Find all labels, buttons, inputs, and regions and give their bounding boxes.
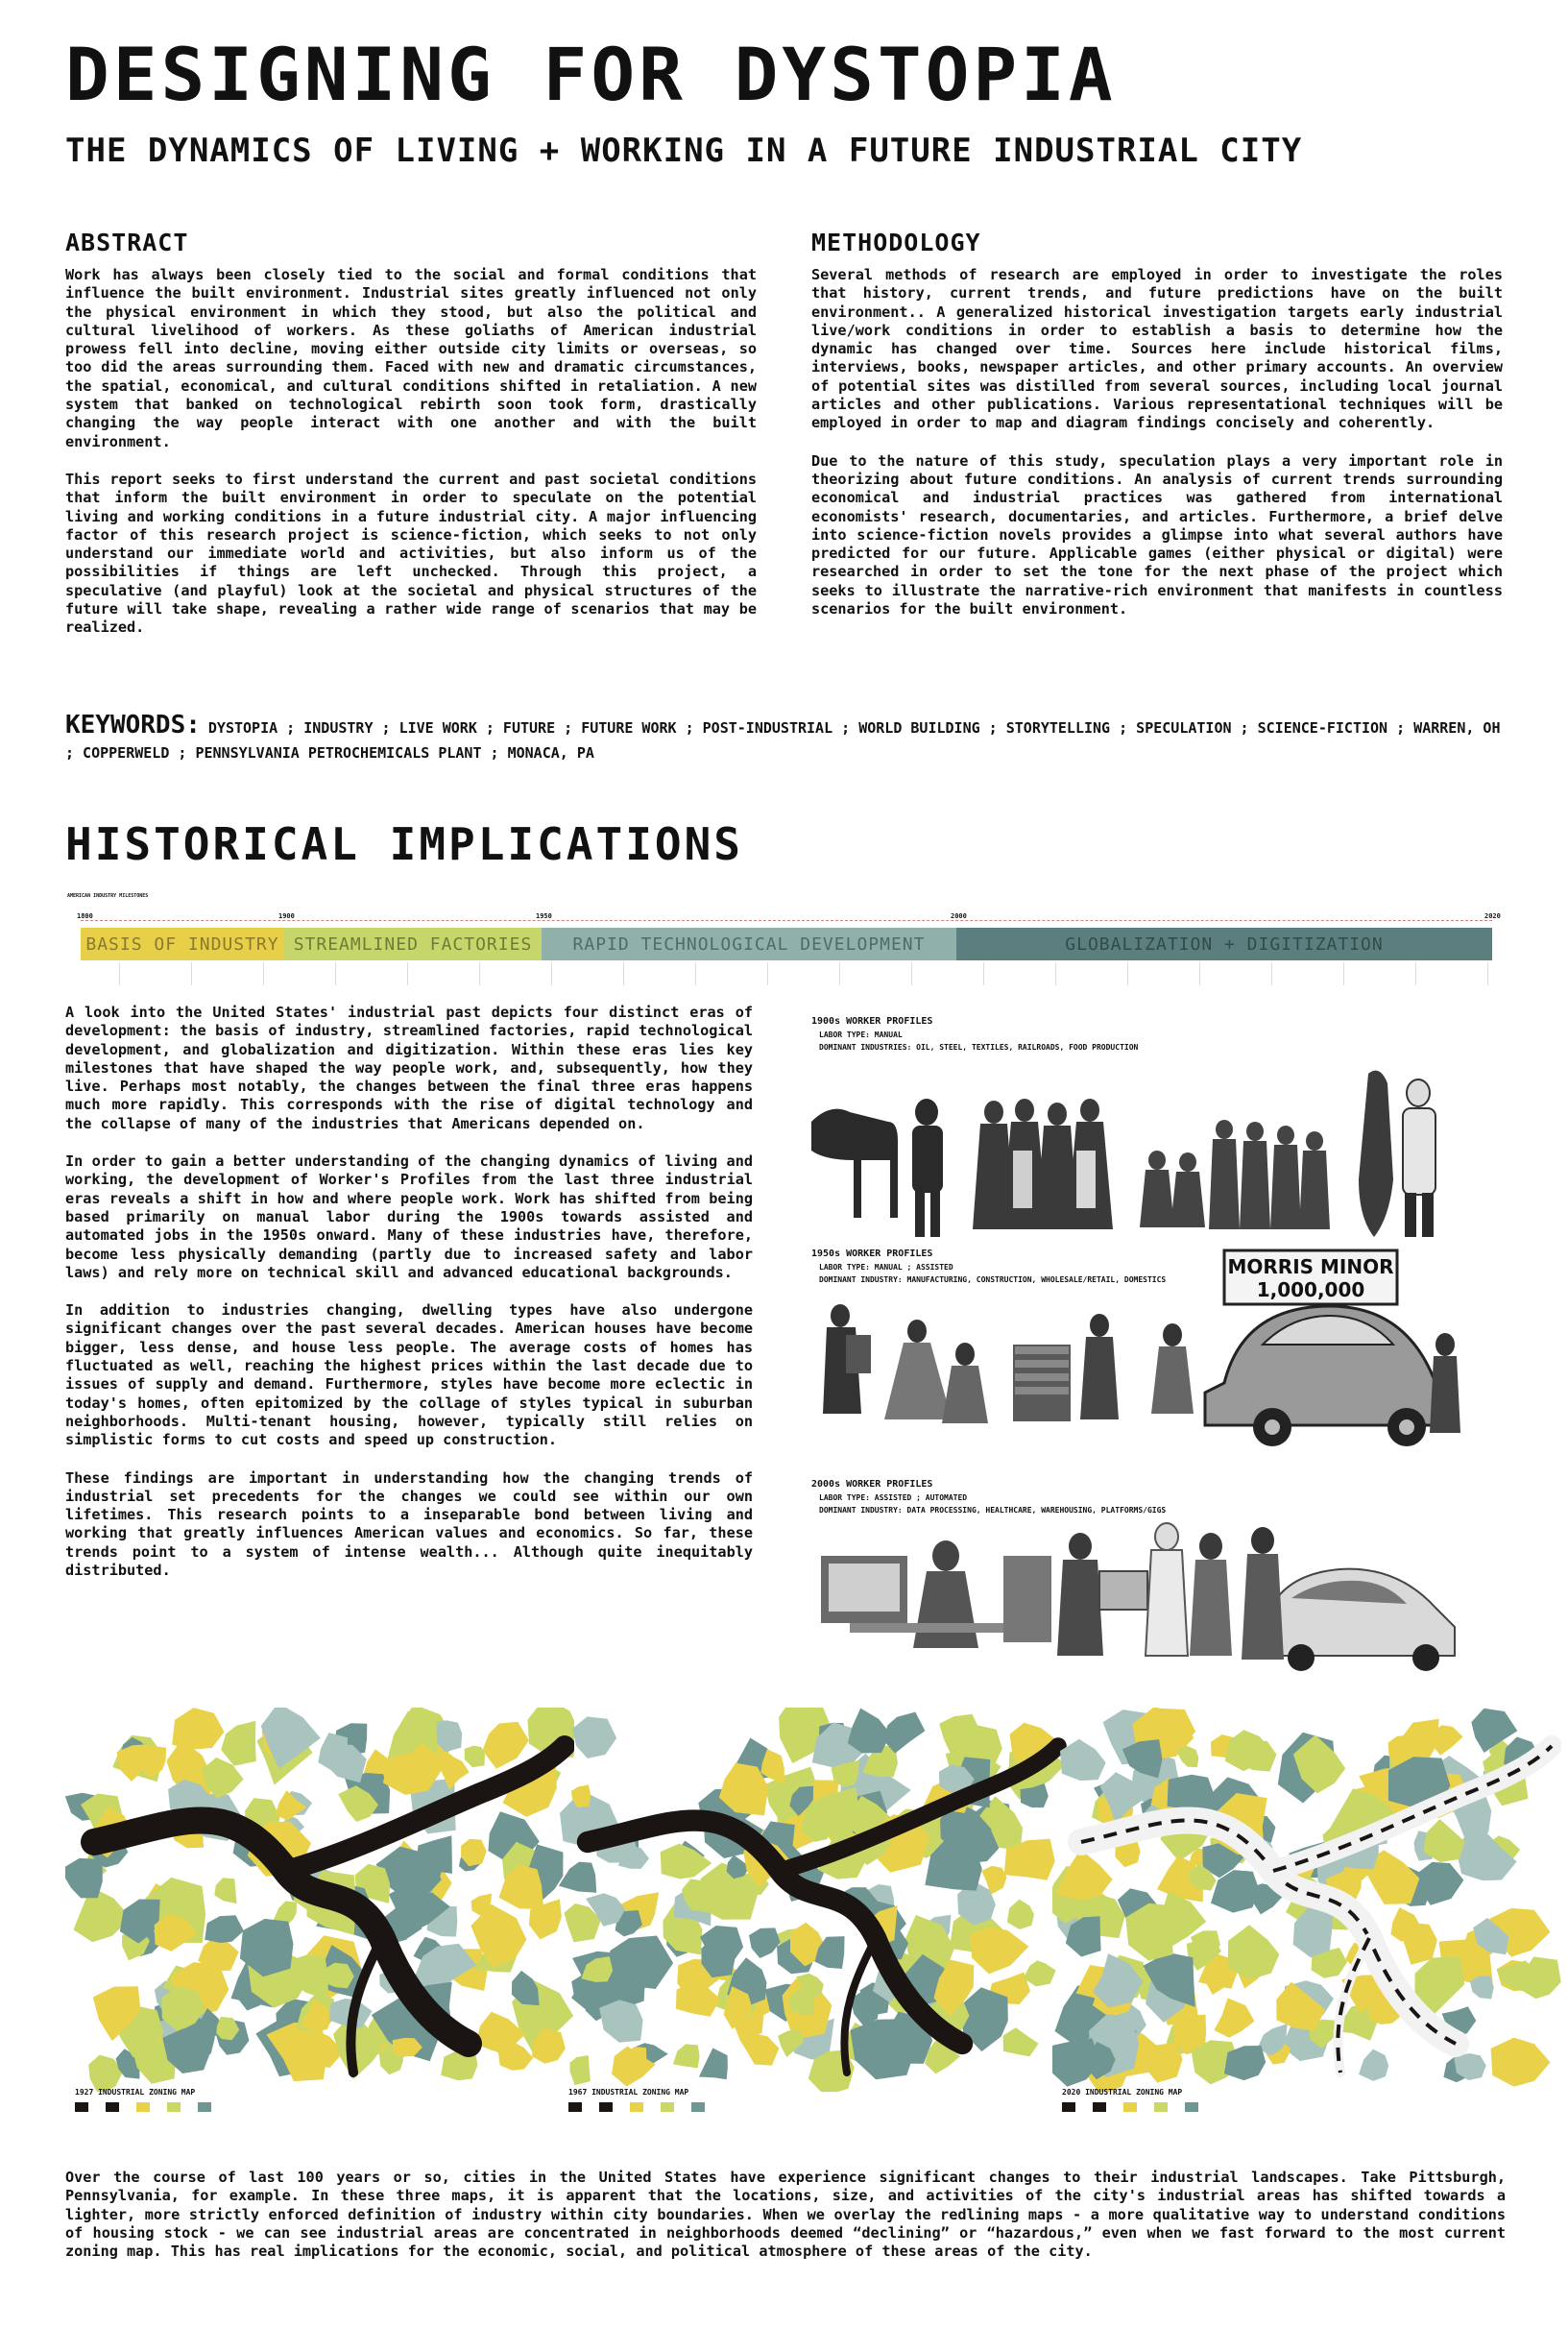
keywords-list: DYSTOPIA ; INDUSTRY ; LIVE WORK ; FUTURE ; FUTURE WORK ; POST-INDUSTRIAL ; WORLD BUILDING ; STORYTELLING ; SPECULATION ; SCIENCE-FICTION ; WARREN, OH ; COPPERWELD ; PENNSYLVANIA PETROCHEMICALS PLANT ; MONACA, PA [65,719,1501,762]
keywords [65,713,1506,765]
neighborhood-zone [172,1708,224,1749]
legend-swatch [1185,2102,1198,2112]
neighborhood-zone [1007,1900,1034,1929]
neighborhood-zone [1399,1923,1437,1965]
legend-swatch [691,2102,705,2112]
neighborhood-zone [749,1928,781,1958]
neighborhood-zone [214,1878,236,1903]
methodology-heading: METHODOLOGY [811,229,981,256]
legend-swatch [661,2102,674,2112]
neighborhood-zone [1060,1739,1106,1781]
worker-profile-heading: 2000s WORKER PROFILES [811,1479,933,1490]
legend-swatch [1062,2102,1075,2112]
neighborhood-zone [1214,1998,1254,2037]
timeline-axis [81,920,1492,921]
keywords-label: KEYWORDS: [65,711,201,740]
worker-profile-heading: 1950s WORKER PROFILES [811,1249,933,1259]
timeline-year: 1800 [77,912,93,920]
neighborhood-zone [1228,1925,1280,1979]
neighborhood-zone [65,1858,103,1899]
timeline-year: 1950 [536,912,552,920]
methodology-section [811,229,1503,638]
neighborhood-zone [848,1709,891,1754]
dominant-industries: DOMINANT INDUSTRIES: OIL, STEEL, TEXTILES, RAILROADS, FOOD PRODUCTION [819,1043,1139,1052]
historical-heading: HISTORICAL IMPLICATIONS [65,818,743,870]
historical-paragraph-1: A look into the United States' industrial past depicts four distinct eras of development: the basis of industry, streamlined factories, rapid technological development, and globalization and digitization. Within these eras lies key milestones that have shaped the way people work, and, subsequently, how they live. Perhaps most notably, the changes between the final three eras happens much more rapidly. This corresponds with the rise of digital technology and the collapse of many of the industries that Americans depended on. [65,1004,753,1132]
abstract-heading: ABSTRACT [65,229,189,256]
era-rapid-tech-development: RAPID TECHNOLOGICAL DEVELOPMENT [542,928,956,960]
neighborhood-zone [318,1733,348,1770]
neighborhood-zone [661,1844,712,1879]
neighborhood-zone [673,2044,700,2068]
worker-photo-collage-1900s [811,1055,1464,1247]
zoning-map-graphic [1052,1708,1561,2092]
abstract-section [65,229,757,657]
worker-photo-collage-1950s [811,1239,1464,1460]
timeline-title: AMERICAN INDUSTRY MILESTONES [67,893,149,899]
neighborhood-zone [970,1927,1028,1974]
dominant-industries: DOMINANT INDUSTRY: MANUFACTURING, CONSTRUCTION, WHOLESALE/RETAIL, DOMESTICS [819,1275,1167,1284]
page-title: DESIGNING FOR DYSTOPIA [65,32,1117,117]
map-legend [75,2088,555,2126]
legend-swatch [1123,2102,1137,2112]
timeline-year: 2000 [951,912,967,920]
neighborhood-zone [572,1716,616,1758]
closing-section [65,2169,1506,2261]
worker-profile-1900s [811,1016,1464,1247]
methodology-paragraph-1: Several methods of research are employed in order to investigate the roles that history, current trends, and future predictions have on the built environment.. A generalized historical investigation targets early industrial live/work conditions in order to establish a basis to determine how the dynamic has changed over time. Sources here include historical films, interviews, books, newspaper articles, and other primary accounts. An overview of potential sites was distilled from several sources, including local journal articles and other publications. Various representational techniques will be employed in order to map and diagram findings concisely and coherently. [811,266,1503,432]
neighborhood-zone [676,1981,721,2017]
labor-type: LABOR TYPE: MANUAL ; ASSISTED [819,1263,953,1272]
neighborhood-zone [851,2019,917,2079]
neighborhood-zone [1359,2049,1388,2081]
legend-swatch [198,2102,211,2112]
historical-paragraph-4: These findings are important in understanding how the changing trends of industrial set precedents for the changes we could see within our own lifetimes. This research points to a inseparable bond between living and working that greatly influences American values and economics. So far, these trends point to a system of intense wealth... Although quite inequitably distributed. [65,1468,753,1580]
timeline-year: 1900 [278,912,295,920]
neighborhood-zone [1470,1976,1494,1999]
era-streamlined-factories: STREAMLINED FACTORIES [284,928,542,960]
page-subtitle: THE DYNAMICS OF LIVING + WORKING IN A FUTURE INDUSTRIAL CITY [65,132,1303,170]
era-globalization-digitization: GLOBALIZATION + DIGITIZATION [956,928,1492,960]
neighborhood-zone [1003,2027,1039,2056]
morris-sign-line1: MORRIS MINOR [1227,1255,1394,1278]
timeline-milestone-notes [81,962,1492,985]
abstract-paragraph-2: This report seeks to first understand the current and past societal conditions that inform the built environment in order to speculate on the potential living and working conditions in a future industrial city. A major influencing factor of this research project is science-fiction, which seeks to not only understand our immediate world and activities, but also inform us of the possibilities if things are left unchecked. Through this project, a speculative (and playful) look at the societal and physical structures of the future will take shape, revealing a rather wide range of scenarios that may be realized. [65,470,757,637]
map-legend [568,2088,1049,2126]
neighborhood-zone [570,2055,591,2085]
map-legend [1062,2088,1542,2126]
map-title: 1927 INDUSTRIAL ZONING MAP [75,2088,196,2097]
legend-swatch [75,2102,88,2112]
neighborhood-zone [599,2000,643,2043]
labor-type: LABOR TYPE: MANUAL [819,1031,903,1039]
legend-swatch [136,2102,150,2112]
worker-profile-2000s [811,1479,1464,1671]
labor-type: LABOR TYPE: ASSISTED ; AUTOMATED [819,1493,968,1502]
legend-swatch [1093,2102,1106,2112]
map-title: 1967 INDUSTRIAL ZONING MAP [568,2088,689,2097]
industry-timeline [65,893,1506,989]
neighborhood-zone [482,1722,529,1769]
neighborhood-zone [559,1862,596,1893]
worker-profile-heading: 1900s WORKER PROFILES [811,1016,933,1027]
neighborhood-zone [205,1915,244,1943]
dominant-industries: DOMINANT INDUSTRY: DATA PROCESSING, HEALTHCARE, WAREHOUSING, PLATFORMS/GIGS [819,1506,1167,1515]
neighborhood-zone [1139,2043,1182,2083]
morris-sign-line2: 1,000,000 [1256,1278,1365,1301]
map-title: 2020 INDUSTRIAL ZONING MAP [1062,2088,1183,2097]
methodology-paragraph-2: Due to the nature of this study, speculation plays a very important role in theorizing about future conditions. An analysis of current trends surrounding economical and industrial practices was gathered from international economists' research, documentaries, and articles. Furthermore, a brief delve into science-fiction novels provides a glimpse into what several authors have predicted for our future. Applicable games (either physical or digital) were researched in order to set the tone for the next phase of the project which seeks to illustrate the narrative-rich environment that manifests in countless scenarios for the built environment. [811,451,1503,618]
legend-swatch [599,2102,613,2112]
zoning-map-graphic [559,1708,1068,2092]
historical-paragraph-3: In addition to industries changing, dwelling types have also undergone significant changes over the past several decades. American houses have become bigger, less dense, and house less people. The average costs of homes has fluctuated as well, reaching the highest prices within the last decade due to issues of supply and demand. Furthermore, styles have become more eclectic in today's homes, often epitomized by the collage of styles typical in suburban neighborhoods. Multi-tenant housing, however, typically still relies on simplistic forms to cut costs and speed up construction. [65,1301,753,1449]
legend-swatch [167,2102,181,2112]
neighborhood-zone [221,1721,256,1766]
closing-paragraph: Over the course of last 100 years or so, cities in the United States have experience significant changes to their industrial landscapes. Take Pittsburgh, Pennsylvania, for example. In these three maps, it is apparent that the locations, size, and activities of the city's industrial areas has shifted towards a lighter, more strictly enforced definition of industry within city boundaries. When we overlay the redlining maps - a more qualitative way to understand conditions of housing stock - we can see industrial areas are concentrated in neighborhoods deemed “declining” or “hazardous,” even when we fast forward to the most current zoning map. This has real implications for the economic, social, and political atmosphere of these areas of the city. [65,2169,1506,2261]
historical-paragraph-2: In order to gain a better understanding of the changing dynamics of living and working, the development of Worker's Profiles from the last three industrial eras reveals a shift in how and where people work. Work has shifted from being based primarily on manual labor during the 1900s towards assisted and automated jobs in the 1950s onward. Many of these industries have, therefore, become less physically demanding (partly due to increased safety and labor laws) and rely more on technical skill and advanced educational backgrounds. [65,1152,753,1281]
era-basis-of-industry: BASIS OF INDUSTRY [81,928,284,960]
neighborhood-zone [1491,2038,1551,2087]
legend-swatch [1154,2102,1168,2112]
neighborhood-zone [1024,1960,1056,1986]
zoning-map-graphic [65,1708,574,2092]
timeline-year: 2020 [1484,912,1501,920]
abstract-paragraph-1: Work has always been closely tied to the social and formal conditions that influence the built environment. Industrial sites greatly influenced not only the physical environment in which they stood, but also the political and cultural livelihood of workers. As these goliaths of American industrial prowess fell into decline, moving either outside city limits or overseas, so too did the areas surrounding them. Faced with new and dramatic circumstances, the spatial, economical, and cultural conditions shifted in retaliation. A new system that banked on technological rebirth soon took form, drastically changing the way people interact with one another and with the built environment. [65,266,757,450]
neighborhood-zone [699,2049,728,2080]
worker-profile-1950s [811,1249,1464,1469]
historical-body [65,1004,753,1599]
legend-swatch [630,2102,643,2112]
legend-swatch [568,2102,582,2112]
worker-photo-collage-2000s [811,1517,1464,1671]
neighborhood-zone [465,1746,485,1768]
legend-swatch [106,2102,119,2112]
